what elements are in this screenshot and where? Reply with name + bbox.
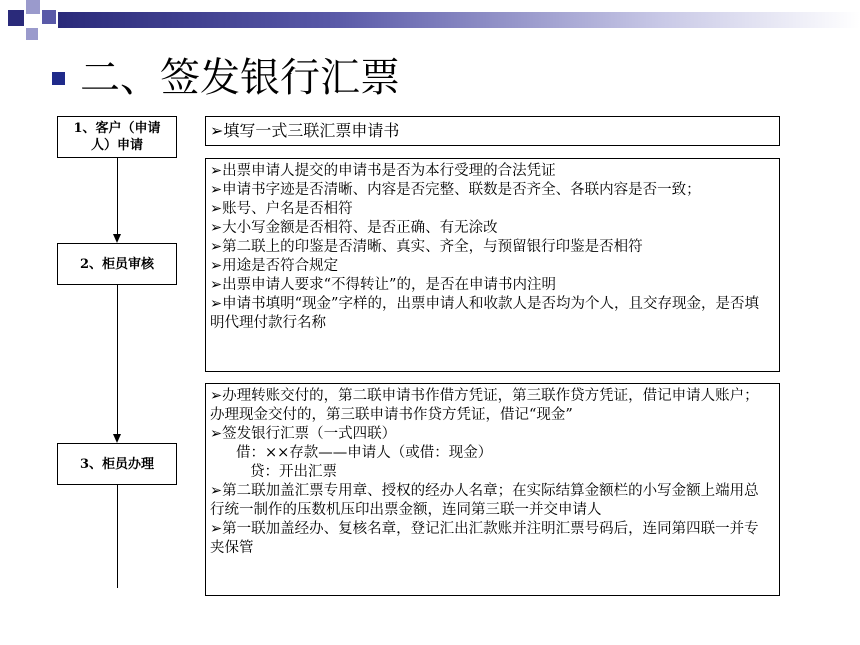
flow-trunk-line	[117, 485, 118, 588]
content-line: ➢签发银行汇票（一式四联）	[210, 426, 397, 442]
content-line: ➢第一联加盖经办、复核名章，登记汇出汇款账并注明汇票号码后，连同第四联一并专夹保管	[210, 521, 759, 556]
content-line: ➢申请书字迹是否清晰、内容是否完整、联数是否齐全、各联内容是否一致；	[210, 182, 701, 198]
flow-arrowhead	[113, 434, 121, 443]
section-review-content	[205, 158, 780, 372]
content-line: ➢大小写金额是否相符、是否正确、有无涂改	[210, 220, 498, 236]
content-line: ➢出票申请人提交的申请书是否为本行受理的合法凭证	[210, 163, 556, 179]
flow-arrow-line	[117, 285, 118, 434]
decor-square	[8, 10, 24, 26]
section-apply-content	[205, 116, 780, 146]
content-line: ➢第二联上的印鉴是否清晰、真实、齐全，与预留银行印鉴是否相符	[210, 239, 643, 255]
flow-arrow-line	[117, 158, 118, 234]
decor-square	[26, 0, 40, 14]
step-label: 3、柜员办理	[79, 456, 155, 472]
header-gradient-bar	[58, 12, 860, 28]
slide-title: 二、签发银行汇票	[80, 55, 400, 101]
decor-square	[26, 28, 38, 40]
content-line: ➢办理转账交付的，第二联申请书作借方凭证，第三联作贷方凭证，借记申请人账户；办理现金交付的，第三联申请书作贷方凭证，借记“现金”	[210, 388, 759, 423]
step-box-apply	[57, 116, 177, 158]
flow-arrowhead	[113, 234, 121, 243]
decor-square	[42, 10, 56, 24]
title-bullet-icon	[52, 72, 65, 85]
content-line: ➢出票申请人要求“不得转让”的，是否在申请书内注明	[210, 277, 556, 293]
content-line: ➢账号、户名是否相符	[210, 201, 353, 217]
content-line: 借：××存款——申请人（或借：现金）	[236, 445, 493, 461]
section-process-content	[205, 383, 780, 596]
content-line: ➢填写一式三联汇票申请书	[210, 121, 400, 140]
content-line: ➢第二联加盖汇票专用章、授权的经办人名章；在实际结算金额栏的小写金额上端用总行统一制作的压数机压印出票金额，连同第三联一并交申请人	[210, 483, 759, 518]
step-box-review	[57, 243, 177, 285]
step-label: 1、客户（申请人）申请	[73, 121, 161, 153]
content-line: ➢申请书填明“现金”字样的，出票申请人和收款人是否均为个人，且交存现金，是否填明代理付款行名称	[210, 296, 759, 331]
step-label: 2、柜员审核	[79, 256, 155, 272]
content-line: ➢用途是否符合规定	[210, 258, 339, 274]
step-box-process	[57, 443, 177, 485]
content-line: 贷：开出汇票	[250, 464, 337, 480]
